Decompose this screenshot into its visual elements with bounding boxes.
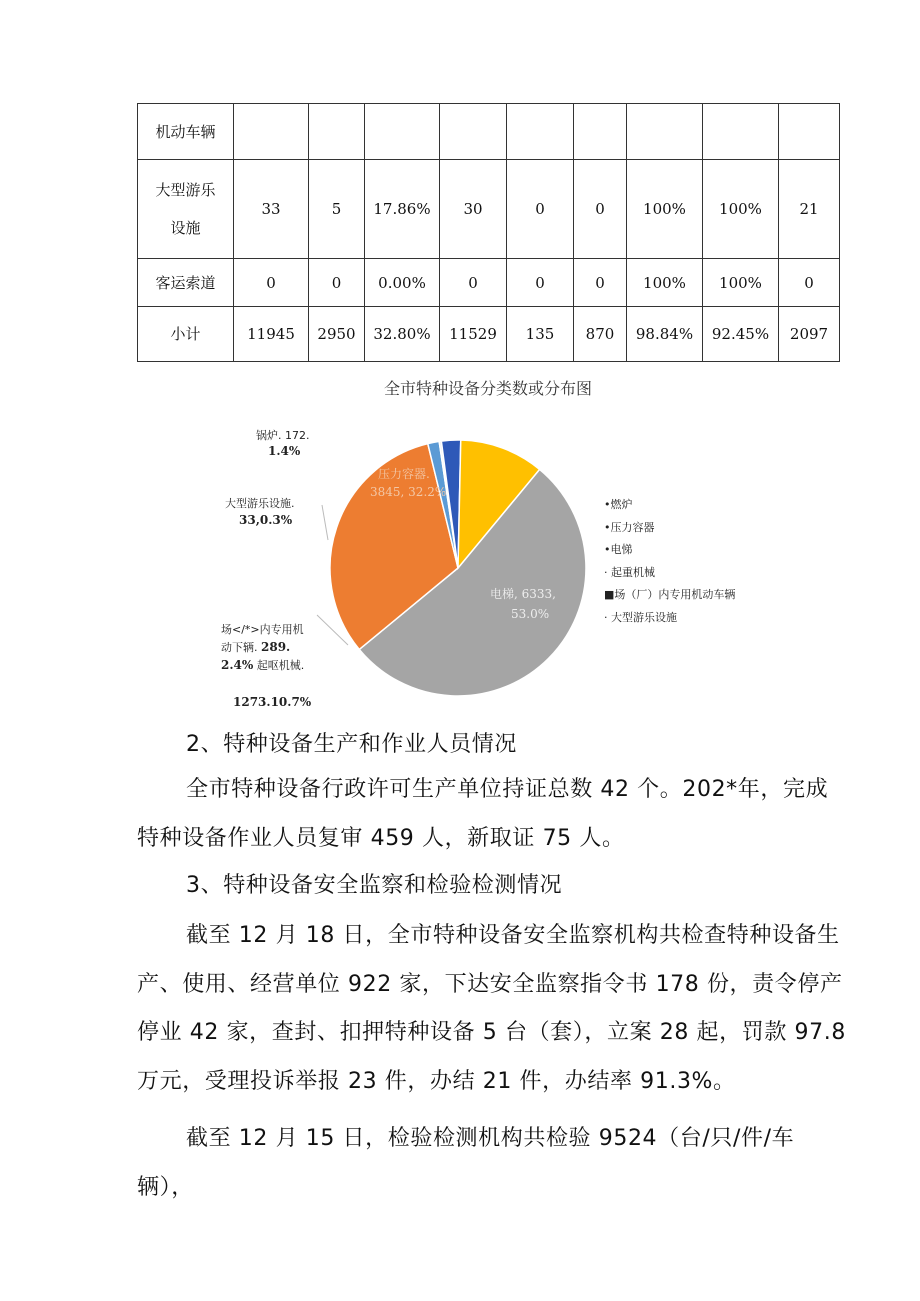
table-cell: 0 (507, 160, 574, 259)
legend-item: •压力容器 (604, 520, 655, 534)
table-cell: 98.84% (627, 307, 703, 362)
table-cell: 0 (309, 259, 365, 307)
vehicle-percent-label (221, 658, 304, 672)
pressure-value-label: 3845, 32.2% (370, 485, 447, 499)
legend-item: · 大型游乐设施 (604, 610, 677, 624)
table-cell: 33 (234, 160, 309, 259)
crane-label: 起呕机械. (253, 659, 305, 672)
table-cell: 0 (440, 259, 507, 307)
row-category: 客运索道 (138, 259, 234, 307)
boiler-value-label: 1.4% (268, 444, 301, 458)
table-cell: 135 (507, 307, 574, 362)
row-category: 机动车辆 (138, 104, 234, 160)
chart-legend (604, 494, 735, 629)
table-cell: 100% (627, 160, 703, 259)
table-cell: 11529 (440, 307, 507, 362)
table-cell: 32.80% (365, 307, 440, 362)
table-cell: 0.00% (365, 259, 440, 307)
amusement-value-label: 33,0.3% (239, 513, 293, 527)
table-cell: 0 (574, 259, 627, 307)
chart-title: 全市特种设备分类数或分布图 (383, 379, 592, 398)
table-cell: 2950 (309, 307, 365, 362)
table-cell: 11945 (234, 307, 309, 362)
table-cell: 870 (574, 307, 627, 362)
table-cell: 100% (703, 259, 779, 307)
leader-line (322, 505, 328, 540)
table-cell: 21 (779, 160, 840, 259)
legend-item: ■场（厂）内专用机动车辆 (604, 588, 736, 601)
paragraph: 全市特种设备行政许可生产单位持证总数 42 个。202*年，完成特种设备作业人员复审 459 人，新取证 75 人。 (137, 777, 829, 851)
table-cell: 30 (440, 160, 507, 259)
section-heading-3: 3、特种设备安全监察和检验检测情况 (186, 873, 563, 898)
vehicle-label: 场</*>内专用机 (221, 623, 304, 636)
table-cell: 2097 (779, 307, 840, 362)
row-category: 小计 (138, 307, 234, 362)
row-category-line: 大型游乐 (155, 181, 216, 199)
table-cell: 0 (574, 160, 627, 259)
vehicle-value: 289. (261, 640, 291, 654)
legend-item: · 起重机械 (604, 565, 655, 579)
table-cell: 17.86% (365, 160, 440, 259)
section-heading-2: 2、特种设备生产和作业人员情况 (186, 732, 517, 757)
vehicle-label-part: 动下辆. (221, 641, 261, 654)
crane-value-label: 1273.10.7% (233, 695, 312, 709)
row-category-line: 设施 (170, 219, 201, 237)
vehicle-percent: 2.4% (221, 658, 254, 672)
paragraph: 截至 12 月 18 日，全市特种设备安全监察机构共检查特种设备生产、使用、经营单位 922 家，下达安全监察指令书 178 份，责令停产停业 42 家，查封、扣押特种设备 5 台（套），立案 28 起，罚款 97.8 万元，受理投诉举报 23 件，办结 21 件，办结率 91.3%。 (137, 923, 846, 1094)
paragraph: 截至 12 月 15 日，检验检测机构共检验 9524（台/只/件/车辆）， (137, 1126, 795, 1200)
legend-item: •燃炉 (604, 498, 633, 511)
table-cell: 5 (309, 160, 365, 259)
elevator-label: 电梯, 6333, (490, 587, 556, 601)
table-cell: 92.45% (703, 307, 779, 362)
table-cell: 100% (703, 160, 779, 259)
pressure-label: 压力容器. (378, 467, 430, 481)
vehicle-value-label (221, 640, 290, 654)
legend-item: •电悌 (604, 543, 633, 556)
elevator-value-label: 53.0% (511, 607, 550, 621)
table-cell: 100% (627, 259, 703, 307)
table-cell: 0 (507, 259, 574, 307)
boiler-label: 锅炉. 172. (256, 429, 310, 442)
table-cell: 0 (779, 259, 840, 307)
table-cell: 0 (234, 259, 309, 307)
amusement-label: 大型游乐设施. (225, 497, 295, 510)
